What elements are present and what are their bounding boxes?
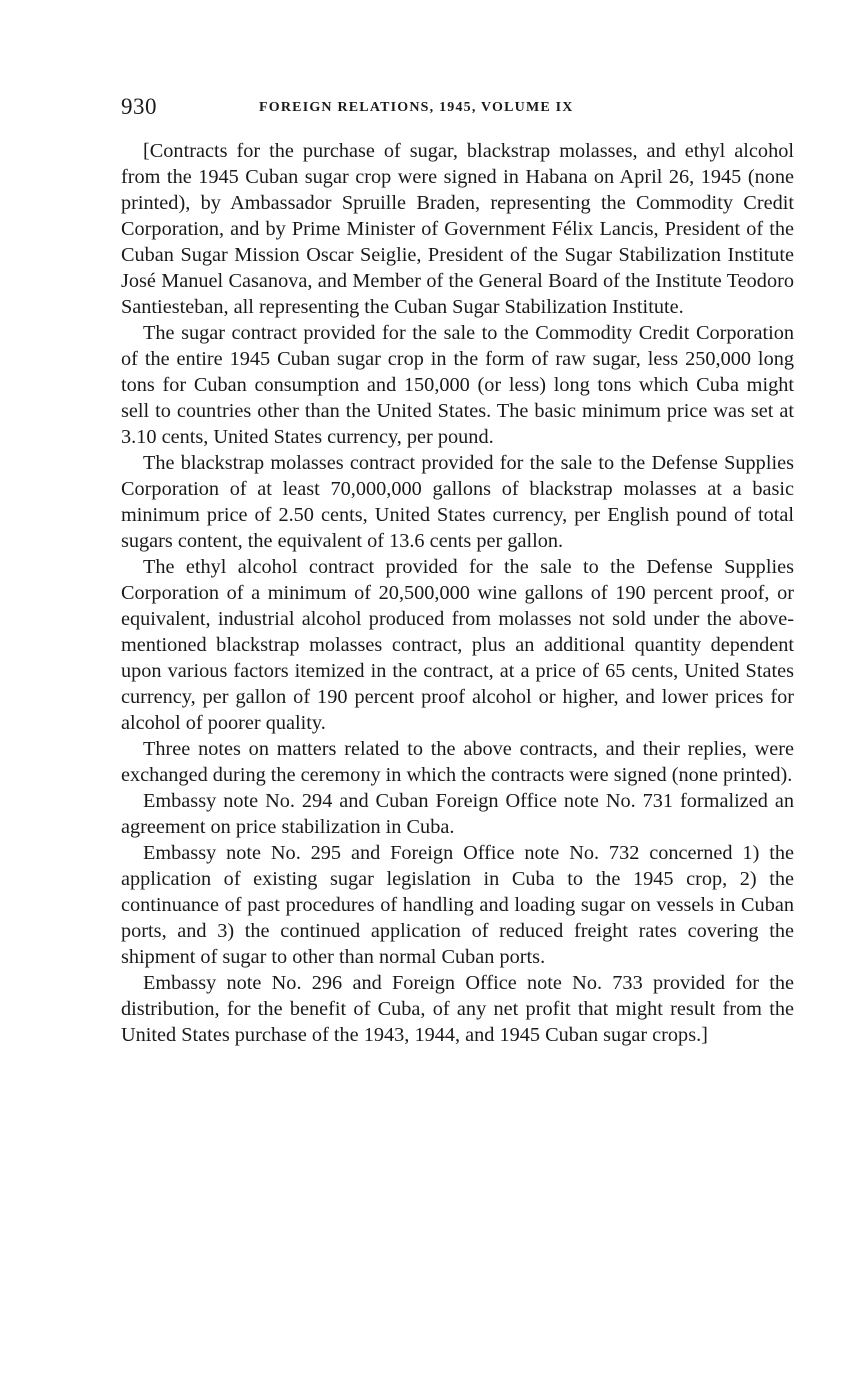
paragraph-sugar-contract: The sugar contract provided for the sale to the Commodity Credit Corporation of the entire 1945 Cuban sugar crop in the form of raw sugar, less 250,000 long tons for Cuban consumption and 150,000 (or less) long tons which Cuba might sell to countries other than the United States. The basic minimum price was set at 3.10 cents, United States currency, per pound.	[121, 322, 794, 448]
paragraph-note-295: Embassy note No. 295 and Foreign Office note No. 732 concerned 1) the application of existing sugar legislation in Cuba to the 1945 crop, 2) the continuance of past procedures of handling and loading sugar on vessels in Cuban ports, and 3) the continued application of reduced freight rates covering the shipment of sugar to other than normal Cuban ports.	[121, 842, 794, 968]
paragraph-note-296: Embassy note No. 296 and Foreign Office note No. 733 provided for the distribution, for the benefit of Cuba, of any net profit that might result from the United States purchase of the 1943, 1944, and 1945 Cuban sugar crops.]	[121, 972, 794, 1046]
editorial-note	[121, 138, 794, 1048]
paragraph-alcohol-contract: The ethyl alcohol contract provided for the sale to the Defense Supplies Corporation of a minimum of 20,500,000 wine gallons of 190 percent proof, or equivalent, industrial alcohol produced from molasses not sold under the above-mentioned blackstrap molasses contract, plus an additional quantity dependent upon various factors itemized in the contract, at a price of 65 cents, United States currency, per gallon of 190 percent proof alcohol or higher, and lower prices for alcohol of poorer quality.	[121, 556, 794, 734]
paragraph-notes-exchanged: Three notes on matters related to the above contracts, and their replies, were exchanged during the ceremony in which the contracts were signed (none printed).	[121, 738, 794, 786]
running-head: FOREIGN RELATIONS, 1945, VOLUME IX	[259, 100, 574, 115]
paragraph-note-294: Embassy note No. 294 and Cuban Foreign Office note No. 731 formalized an agreement on price stabilization in Cuba.	[121, 790, 794, 838]
page-header	[121, 94, 796, 124]
paragraph-contracts-signed: [Contracts for the purchase of sugar, blackstrap molasses, and ethyl alcohol from the 1945 Cuban sugar crop were signed in Habana on April 26, 1945 (none printed), by Ambassador Spruille Braden, representing the Commodity Credit Corporation, and by Prime Minister of Government Félix Lancis, President of the Cuban Sugar Mission Oscar Seiglie, President of the Sugar Stabilization Institute José Manuel Casanova, and Member of the General Board of the Institute Teodoro Santiesteban, all representing the Cuban Sugar Stabilization Institute.	[121, 140, 794, 318]
paragraph-molasses-contract: The blackstrap molasses contract provided for the sale to the Defense Supplies Corporation of at least 70,000,000 gallons of blackstrap molasses at a basic minimum price of 2.50 cents, United States currency, per English pound of total sugars content, the equivalent of 13.6 cents per gallon.	[121, 452, 794, 552]
page-number: 930	[121, 94, 157, 119]
